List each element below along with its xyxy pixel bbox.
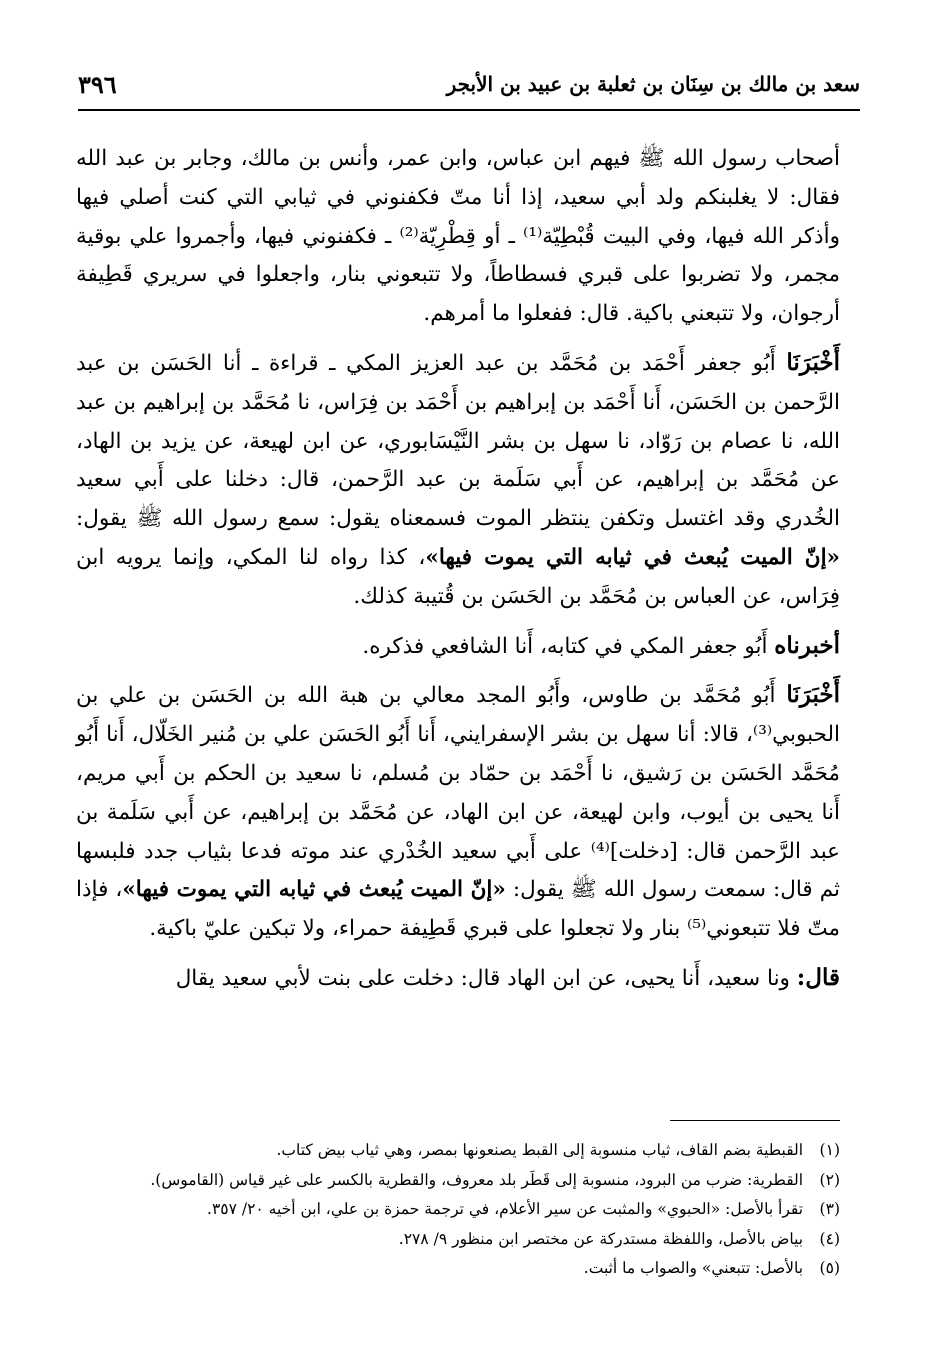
paragraph-text: ونا سعيد، أَنا يحيى، عن ابن الهاد قال: دخلت على بنت لأبي سعيد يقال <box>175 965 797 991</box>
footnote-text: القبطية بضم القاف، ثياب منسوبة إلى القبط يصنعونها بمصر، وهي ثياب بيض كتاب. <box>276 1141 808 1159</box>
page-number: ٣٩٦ <box>78 70 117 99</box>
footnote <box>150 1195 840 1225</box>
footnote-separator <box>670 1120 840 1121</box>
footnote-number: (٣) <box>819 1200 840 1218</box>
body-text <box>76 140 840 999</box>
footnote-number: (٥) <box>819 1259 840 1277</box>
footnote <box>150 1136 840 1166</box>
paragraph-text: ، كذا رواه لنا المكي، وإنما يرويه ابن فِرَاس، عن العباس بن مُحَمَّد بن الحَسَن بن قُتيبة كذلك. <box>76 544 840 609</box>
paragraph-text: أَبُو مُحَمَّد بن طاوس، وأَبُو المجد معالي بن هبة الله بن الحَسَن بن علي بن الحبوبي⁽³⁾، قالا: أنا سهل بن بشر الإسفرايني، أَنا أَبُو الحَسَن علي بن مُنير الخَلّال، أَنا أَبُو مُحَمَّد الحَسَن بن رَشيق، نا أَحْمَد بن حمّاد بن مُسلم، نا سعيد بن الحكم بن أَبي مريم، أَنا يحيى بن أيوب، وابن لهيعة، عن ابن الهاد، عن مُحَمَّد بن إبراهيم، عن أَبي سَلَمة بن عبد الرَّحمن قال: [دخلت]⁽⁴⁾ على أَبي سعيد الخُدْري عند موته فدعا بثياب جدد فلبسها ثم قال: سمعت رسول الله ﷺ يقول: <box>76 683 841 903</box>
footnote <box>150 1225 840 1255</box>
paragraph <box>76 959 840 999</box>
footnote-text: القطرية: ضرب من البرود، منسوبة إلى قَطَر بلد معروف، والقطرية بالكسر على غير قياس (القاموس). <box>150 1170 808 1189</box>
footnote-text: تقرأ بالأصل: «الحبوي» والمثبت عن سير الأعلام، في ترجمة حمزة بن علي، ابن أخيه ٢٠/ ٣٥٧. <box>207 1200 808 1218</box>
page-header <box>78 70 860 102</box>
paragraph <box>76 627 840 667</box>
paragraph-keyword: أَخْبَرَنَا <box>786 348 840 376</box>
paragraph-keyword: قال: <box>796 963 840 991</box>
paragraph <box>76 676 840 949</box>
hadith-quote: «إنّ الميت يُبعث في ثيابه التي يموت فيها» <box>425 544 840 570</box>
paragraph <box>76 344 840 617</box>
header-rule <box>78 109 860 111</box>
hadith-quote: «إنّ الميت يُبعث في ثيابه التي يموت فيها» <box>122 877 506 903</box>
running-title: سعد بن مالك بن سِنَان بن ثعلبة بن عبيد بن الأبجر <box>446 72 860 96</box>
paragraph-keyword: أخبرناه <box>774 631 840 659</box>
footnote-text: بالأصل: تتبعني» والصواب ما أثبت. <box>583 1259 808 1277</box>
paragraph <box>76 140 840 334</box>
footnote-number: (١) <box>819 1141 840 1159</box>
paragraph-text: أصحاب رسول الله ﷺ فيهم ابن عباس، وابن عمر، وأنس بن مالك، وجابر بن عبد الله فقال: لا يغلبنكم ولد أبي سعيد، إذا أنا متّ فكفنوني في ثيابي التي كنت أصلي فيها وأذكر الله فيها، وفي البيت قُبْطِيّة⁽¹⁾ ـ أو قِطْرِيّة⁽²⁾ ـ فكفنوني فيها، وأجمروا علي بوقية مجمر، ولا تضربوا على قبري فسطاطاً، ولا تتبعوني بنار، واجعلوا في سريري قَطِيفة أرجوان، ولا تتبعني باكية. قال: ففعلوا ما أمرهم. <box>76 146 840 327</box>
footnote <box>150 1254 840 1284</box>
footnote-number: (٢) <box>819 1170 840 1189</box>
footnotes <box>150 1136 840 1284</box>
paragraph-text: ، فإذا متّ فلا تتبعوني⁽⁵⁾ بنار ولا تجعلوا على قبري قَطِيفة حمراء، ولا تبكين عليّ باكية. <box>76 877 840 942</box>
footnote-number: (٤) <box>819 1229 840 1248</box>
paragraph-text: أَبُو جعفر المكي في كتابه، أَنا الشافعي فذكره. <box>362 633 775 659</box>
paragraph-text: أَبُو جعفر أَحْمَد بن مُحَمَّد بن عبد العزيز المكي ـ قراءة ـ أنا الحَسَن بن عبد الرَّحمن بن الحَسَن، أَنا أَحْمَد بن إبراهيم بن أَحْمَد بن فِرَاس، نا مُحَمَّد بن إبراهيم بن عبد الله، نا عصام بن رَوّاد، نا سهل بن بشر النَّيْسَابوري، عن ابن لهيعة، عن يزيد بن الهاد، عن مُحَمَّد بن إبراهيم، عن أَبي سَلَمة بن عبد الرَّحمن، قال: دخلنا على أَبي سعيد الخُدري وقد اغتسل وتكفن ينتظر الموت فسمعناه يقول: سمع رسول الله ﷺ يقول: <box>76 350 840 532</box>
footnote <box>150 1166 840 1196</box>
paragraph-keyword: أَخْبَرَنَا <box>786 681 840 709</box>
footnote-text: بياض بالأصل، واللفظة مستدركة عن مختصر ابن منظور ٩/ ٢٧٨. <box>398 1229 808 1248</box>
